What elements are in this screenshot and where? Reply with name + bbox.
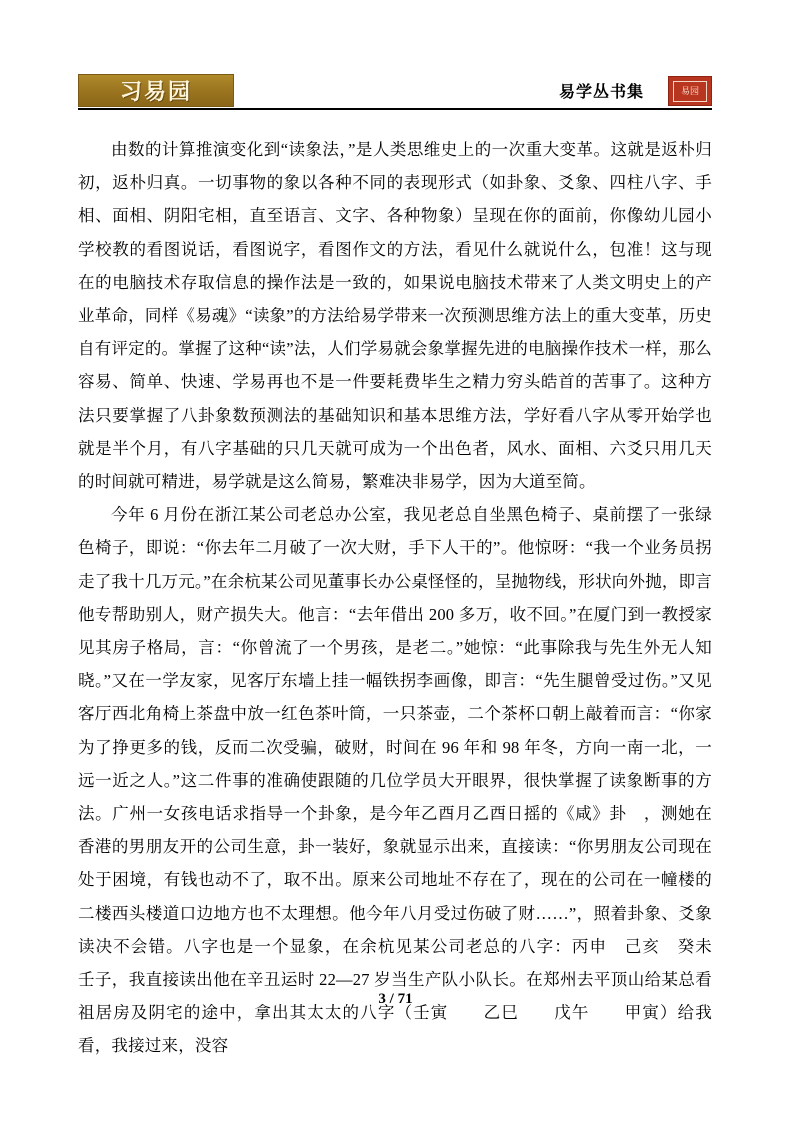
page-footer	[0, 990, 791, 1008]
publisher-logo	[78, 74, 234, 107]
page-body	[78, 133, 729, 1063]
paragraph: 今年 6 月份在浙江某公司老总办公室，我见老总自坐黑色椅子、桌前摆了一张绿色椅子，即说：“你去年二月破了一次大财，手下人干的”。他惊呀：“我一个业务员拐走了我十几万元。”在余杭某公司见董事长办公桌怪怪的，呈抛物线，形状向外抛，即言他专帮助别人，财产损失大。他言：“去年借出 200 多万，收不回。”在厦门到一教授家见其房子格局，言：“你曾流了一个男孩，是老二。”她惊：“此事除我与先生外无人知晓。”又在一学友家，见客厅东墙上挂一幅铁拐李画像，即言：“先生腿曾受过伤。”又见客厅西北角椅上茶盘中放一红色茶叶筒，一只茶壶，二个茶杯口朝上敲着而言：“你家为了挣更多的钱，反而二次受骗，破财，时间在 96 年和 98 年冬，方向一南一北，一远一近之人。”这二件事的准确使跟随的几位学员大开眼界，很快掌握了读象断事的方法。广州一女孩电话求指导一个卦象，是今年乙酉月乙酉日摇的《咸》卦 ，测她在香港的男朋友开的公司生意，卦一装好，象就显示出来，直接读：“你男朋友公司现在处于困境，有钱也动不了，取不出。原来公司地址不存在了，现在的公司在一幢楼的二楼西头楼道口边地方也不太理想。他今年八月受过伤破了财……”，照着卦象、爻象读决不会错。八字也是一个显象，在余杭见某公司老总的八字：丙申 己亥 癸未 壬子，我直接读出他在辛丑运时 22—27 岁当生产队小队长。在郑州去平顶山给某总看祖居房及阴宅的途中，拿出其太太的八字（壬寅 乙巳 戊午 甲寅）给我看，我接过来，没容	[78, 505, 729, 1056]
header-divider	[78, 108, 712, 110]
page-number: 3 / 71	[378, 991, 413, 1007]
seal-stamp-icon	[668, 76, 712, 106]
seal-stamp-text: 易园	[673, 81, 707, 102]
page-header	[78, 74, 712, 110]
publisher-logo-text: 习易园	[119, 79, 192, 104]
header-title: 易学丛书集	[558, 84, 644, 101]
paragraph: 由数的计算推演变化到“读象法，”是人类思维史上的一次重大变革。这就是返朴归初，返朴归真。一切事物的象以各种不同的表现形式（如卦象、爻象、四柱八字、手相、面相、阴阳宅相，直至语言、文字、各种物象）呈现在你的面前，你像幼儿园小学校教的看图说话，看图说字，看图作文的方法，看见什么就说什么，包准！这与现在的电脑技术存取信息的操作法是一致的，如果说电脑技术带来了人类文明史上的产业革命，同样《易魂》“读象”的方法给易学带来一次预测思维方法上的重大变革，历史自有评定的。掌握了这种“读”法，人们学易就会象掌握先进的电脑操作技术一样，那么容易、简单、快速、学易再也不是一件要耗费毕生之精力穷头皓首的苦事了。这种方法只要掌握了八卦象数预测法的基础知识和基本思维方法，学好看八字从零开始学也就是半个月，有八字基础的只几天就可成为一个出色者，风水、面相、六爻只用几天的时间就可精进，易学就是这么简易，繁难决非易学，因为大道至简。	[78, 140, 712, 492]
